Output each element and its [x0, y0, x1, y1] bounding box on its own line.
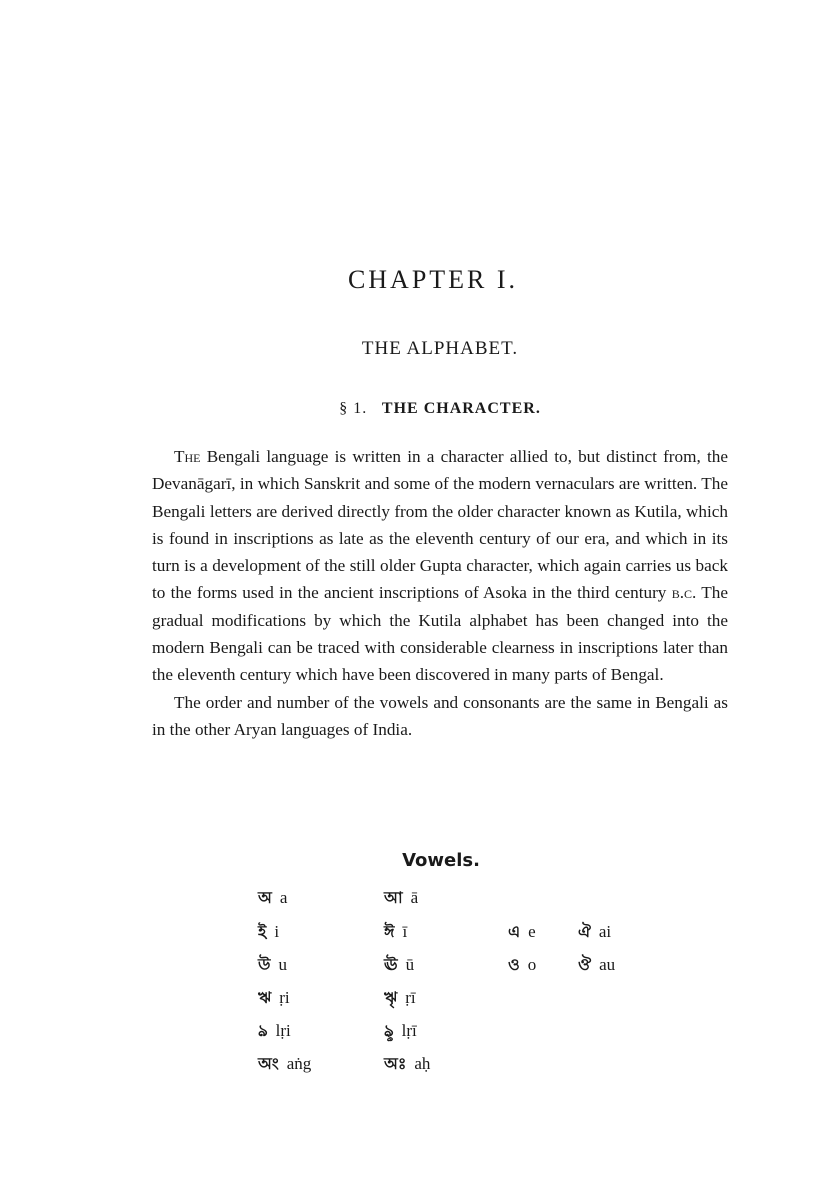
bengali-glyph: ৡ [384, 1021, 394, 1040]
vowel-cell [258, 985, 290, 1012]
paragraph-2: The order and number of the vowels and consonants are the same in Bengali as in the other Aryan languages of India. [152, 692, 728, 739]
paragraph-1-text-after: The gradual modifications by which the Kutila alphabet has been changed into the modern Bengali can be traced with considerable clearness in inscriptions later than the eleventh century which have been discovered in many parts of Bengal. [152, 583, 728, 685]
roman-transliteration: o [527, 955, 537, 974]
roman-transliteration: lṛi [275, 1021, 291, 1040]
vowel-cell [384, 885, 418, 912]
vowel-row [0, 985, 840, 1015]
roman-transliteration: aḥ [414, 1054, 431, 1073]
vowel-cell [258, 952, 287, 979]
vowel-cell [578, 919, 611, 946]
roman-transliteration: ī [402, 922, 408, 941]
bengali-glyph: ই [258, 922, 267, 941]
roman-transliteration: au [599, 955, 616, 974]
vowel-cell [384, 1051, 430, 1078]
bengali-glyph: ঐ [578, 922, 591, 941]
vowel-row [0, 1018, 840, 1048]
vowel-cell [384, 1018, 417, 1045]
vowel-row [0, 952, 840, 982]
bengali-glyph: ও [508, 955, 520, 974]
bengali-glyph: ঈ [384, 922, 395, 941]
paragraph-1-text: Bengali language is written in a character allied to, but distinct from, the Devanāgarī, in which Sanskrit and some of the modern vernaculars are written. The Bengali letters are derived directly from the older character known as Kutila, which is found in inscriptions as late as the eleventh century of our era, and which in its turn is a development of the still older Gupta character, which again carries us back to the forms used in the ancient inscriptions of Asoka in the third century [152, 447, 728, 603]
bengali-glyph: ঌ [258, 1021, 268, 1040]
subsection-label: THE CHARACTER. [381, 400, 541, 417]
chapter-title: CHAPTER I. [347, 265, 519, 294]
roman-transliteration: aṅg [286, 1054, 312, 1073]
bengali-glyph: আ [384, 888, 403, 907]
vowel-cell [384, 952, 414, 979]
vowel-cell [384, 985, 416, 1012]
bengali-glyph: এ [508, 922, 521, 941]
roman-transliteration: lṛī [401, 1021, 417, 1040]
bengali-glyph: অ [258, 888, 272, 907]
vowel-cell [258, 1051, 311, 1078]
bengali-glyph: ঔ [578, 955, 592, 974]
bengali-glyph: ঋ [258, 988, 272, 1007]
roman-transliteration: ṛi [279, 988, 290, 1007]
section-title: THE ALPHABET. [361, 338, 519, 359]
bengali-glyph: উ [258, 955, 271, 974]
roman-transliteration: ai [598, 922, 612, 941]
vowel-cell [258, 919, 279, 946]
vowel-row [0, 885, 840, 915]
paragraph-1 [152, 443, 728, 689]
vowel-cell [508, 952, 536, 979]
bengali-glyph: অঃ [384, 1054, 407, 1073]
subsection-title [0, 400, 840, 418]
roman-transliteration: i [274, 922, 280, 941]
paragraph-lead-word: The [174, 447, 201, 466]
vowels-heading: Vowels. [402, 850, 480, 871]
vowel-cell [578, 952, 615, 979]
vowel-cell [384, 919, 407, 946]
vowel-cell [258, 885, 287, 912]
roman-transliteration: e [528, 922, 536, 941]
vowel-cell [258, 1018, 291, 1045]
vowel-row [0, 1051, 840, 1081]
roman-transliteration: ṛī [405, 988, 416, 1007]
roman-transliteration: ū [405, 955, 415, 974]
body-text [152, 443, 728, 743]
vowel-table [0, 885, 840, 1085]
era-abbreviation: b.c. [671, 583, 697, 603]
bengali-glyph: অং [258, 1054, 279, 1073]
vowel-cell [508, 919, 536, 946]
section-symbol: § 1. [339, 400, 368, 417]
bengali-glyph: ৠ [384, 988, 398, 1007]
roman-transliteration: u [278, 955, 287, 974]
vowel-row [0, 919, 840, 949]
roman-transliteration: a [279, 888, 288, 907]
roman-transliteration: ā [410, 888, 419, 907]
bengali-glyph: ঊ [384, 955, 398, 974]
